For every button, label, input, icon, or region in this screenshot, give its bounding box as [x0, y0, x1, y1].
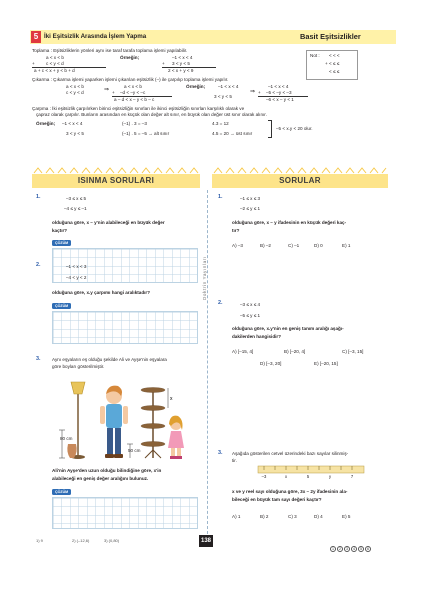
note-label: Not : — [310, 53, 320, 58]
question-text: olduğuna göre, x.y'nin en geniş tanım aralığı aşağı- — [232, 326, 344, 331]
question-number: 2. — [218, 300, 223, 306]
math-line: –1 < x < 4 — [218, 84, 239, 89]
bullet-carpma: Çarpma : İki eşitsizlik çarpılırken birinci eşitsizliğin sınırları ile ikinci eşitsizliğin sınırları karşılıklı olarak ve — [32, 106, 245, 111]
math-line: –1 ≤ x ≤ 3 — [240, 196, 261, 201]
math-line: 2 < x + y < 9 — [168, 68, 194, 73]
plus-sign: + — [112, 90, 115, 95]
math-line: –d < –y < –c — [120, 90, 146, 95]
height-80-label: 80 cm — [60, 436, 73, 441]
key-circle: 6 — [367, 547, 369, 551]
option-d[interactable]: D) 0 — [314, 243, 323, 248]
option-b[interactable]: B) –2 — [260, 243, 271, 248]
key-circle: 5 — [360, 547, 362, 551]
question-text: olduğuna göre, x – y'nin alabileceği en büyük değer — [52, 220, 165, 225]
math-line: –5 < –y < –3 — [266, 90, 292, 95]
answer-key: 1) 9 — [36, 538, 43, 543]
math-line: a + c < x + y < b + d — [34, 68, 75, 73]
ali-figure — [100, 386, 128, 458]
question-number: 3. — [36, 356, 41, 362]
brace — [268, 120, 272, 138]
section-title: İki Eşitsizlik Arasında İşlem Yapma — [44, 33, 147, 40]
ornegin-label: Örneğin; — [120, 55, 140, 60]
section-left — [32, 174, 200, 188]
question-text: tir. — [232, 458, 237, 463]
math-line: –5 < x.y < 20 olur. — [276, 126, 313, 131]
note-line: + < ≤ ≤ — [325, 61, 340, 66]
option-c[interactable]: C) 3 — [288, 514, 297, 519]
math-line: a < x < b — [124, 84, 142, 89]
key-circle: 4 — [353, 547, 355, 551]
note-line: < ≤ ≤ — [329, 69, 340, 74]
math-line: –6 < x – y < 1 — [266, 97, 294, 102]
question-text: Aynı eşyaların eş olduğu şekilde Ali ve Ayşe'nin eşyalara — [52, 357, 167, 362]
test-key-row — [330, 537, 372, 555]
math-line: 3 < y < 5 — [214, 94, 232, 99]
question-text: Aşağıda gösterilen cetvel üzerindeki bazı sayılar silinmiş- — [232, 451, 349, 456]
math-line: –1 < x < 4 — [172, 55, 193, 60]
question-text: Ali'nin Ayşe'den uzun olduğu bilindiğine göre, x'in — [52, 468, 162, 473]
ornegin-label: Örneğin; — [186, 84, 206, 89]
plus-sign: + — [32, 61, 35, 66]
chapter-title: Basit Eşitsizlikler — [300, 32, 361, 41]
math-line: –2 ≤ y ≤ 1 — [240, 206, 261, 211]
math-line: 4.5 = 20 → üst sınır — [212, 131, 253, 136]
stand-icon — [141, 388, 165, 459]
option-d[interactable]: D) 4 — [314, 514, 323, 519]
math-line: –1 < x < 3 — [66, 264, 87, 269]
question-text: kaçtır? — [52, 228, 68, 233]
math-line: (–1) . 3 = –3 — [122, 121, 147, 126]
note-box — [306, 50, 358, 80]
option-a[interactable]: A) –3 — [232, 243, 243, 248]
ayse-figure — [168, 416, 184, 459]
math-line: a < x < b — [46, 55, 64, 60]
option-b[interactable]: B) 2 — [260, 514, 269, 519]
option-e[interactable]: E) 5 — [342, 514, 351, 519]
note-line: < < < — [329, 53, 340, 58]
math-line: –4 < y < 2 — [66, 275, 87, 280]
ruler — [256, 464, 366, 480]
option-b[interactable]: B) [–20, 4] — [284, 349, 306, 354]
question-text: x ve y reel sayı olduğuna göre, 3x – 2y ifadesinin ala- — [232, 489, 348, 494]
option-e[interactable]: E) 1 — [342, 243, 351, 248]
option-a[interactable]: A) 1 — [232, 514, 241, 519]
ruler-label: 5 — [306, 474, 310, 479]
math-line: 4.3 = 12 — [212, 121, 229, 126]
math-line: a < x < b — [66, 84, 84, 89]
option-d[interactable]: D) [–3, 20] — [260, 361, 282, 366]
math-line: 3 < y < 5 — [172, 61, 190, 66]
solution-grid[interactable] — [52, 497, 198, 529]
question-text: olduğuna göre, x – y ifadesinin en küçük değeri kaç- — [232, 220, 347, 225]
section-number: 5 — [31, 31, 41, 43]
question-text: olduğuna göre, x.y çarpımı hangi aralıktadır? — [52, 290, 151, 295]
option-a[interactable]: A) [–15, 4] — [232, 349, 254, 354]
math-line: –4 ≤ y ≤ –1 — [64, 206, 87, 211]
option-c[interactable]: C) [–3, 15] — [342, 349, 364, 354]
section-left-title: ISINMA SORULARI — [77, 176, 155, 185]
section-right-title: SORULAR — [279, 176, 321, 185]
question-number: 1. — [218, 194, 223, 200]
question-text: alabileceği en geniş değer aralığını bulunuz. — [52, 476, 149, 481]
key-circle: 3 — [346, 547, 348, 551]
cozum-label: ÇÖZÜM — [52, 303, 71, 309]
question-text: göre boyları gösterilmiştir. — [52, 364, 105, 369]
math-line: c < y < d — [66, 90, 84, 95]
question-text: dakilerden hangisidir? — [232, 334, 282, 339]
bullet-toplama: Toplama : Eşitsizliklerin yönleri aynı ise taraf tarafa toplama işlemi yapılabilir. — [32, 48, 188, 53]
chevron-pattern — [32, 167, 200, 174]
cozum-label: ÇÖZÜM — [52, 489, 71, 495]
column-divider — [207, 190, 208, 544]
chevron-pattern — [212, 167, 388, 174]
question-number: 3. — [218, 450, 223, 456]
question-number: 1. — [36, 194, 41, 200]
math-line: (–1) . 5 = –5 → alt sınır — [122, 131, 170, 136]
question-number: 2. — [36, 262, 41, 268]
key-circle: 2 — [339, 547, 341, 551]
ruler-label: 7 — [350, 474, 354, 479]
bullet-cikarma: Çıkarma : Çıkarma işlemi yaparken işlemi çıkarılan eşitsizlik (–) ile çarpılıp toplama işlemi yapılır. — [32, 77, 229, 82]
cozum-label: ÇÖZÜM — [52, 240, 71, 246]
answer-key: 2) (–12,6) — [72, 538, 90, 543]
ruler-label: y — [328, 474, 332, 479]
solution-grid[interactable] — [52, 311, 198, 344]
question-text: bileceği en büyük tam sayı değeri kaçtır? — [232, 497, 322, 502]
math-line: 3 < y < 5 — [66, 131, 84, 136]
page-number: 138 — [199, 535, 213, 547]
arrow-icon: ⇒ — [104, 87, 110, 93]
ornegin-label: Örneğin; — [36, 121, 56, 126]
plus-sign: + — [258, 90, 261, 95]
math-line: c < y < d — [46, 61, 64, 66]
height-50-label: 50 cm — [128, 448, 141, 453]
key-circle: 1 — [332, 547, 334, 551]
arrow-icon: ⇒ — [250, 89, 256, 95]
option-e[interactable]: E) [–20, 15] — [314, 361, 338, 366]
math-line: –3 ≤ x ≤ 4 — [240, 302, 261, 307]
x-label: x — [170, 396, 173, 402]
math-line: a – d < x – y < b – c — [114, 97, 155, 102]
math-line: –1 < x < 4 — [62, 121, 83, 126]
ruler-label: –3 — [261, 474, 267, 479]
carpma-line2: çapraz olarak çarpılır. Bunların arasından en küçük olan değer alt sınır, en büyük olan değer üst sınır olarak alınır. — [36, 112, 267, 117]
ruler-label: x — [284, 474, 288, 479]
section-right — [212, 174, 388, 188]
option-c[interactable]: C) –1 — [288, 243, 300, 248]
math-line: –1 < x < 4 — [268, 84, 289, 89]
math-line: –5 ≤ y ≤ 1 — [240, 313, 261, 318]
question-text: tır? — [232, 228, 240, 233]
answer-key: 3) (0,80) — [104, 538, 120, 543]
plus-sign: + — [162, 61, 165, 66]
math-line: –3 ≤ x ≤ 5 — [66, 196, 87, 201]
publisher-side-text: Doktrin Yayınları — [202, 256, 207, 300]
